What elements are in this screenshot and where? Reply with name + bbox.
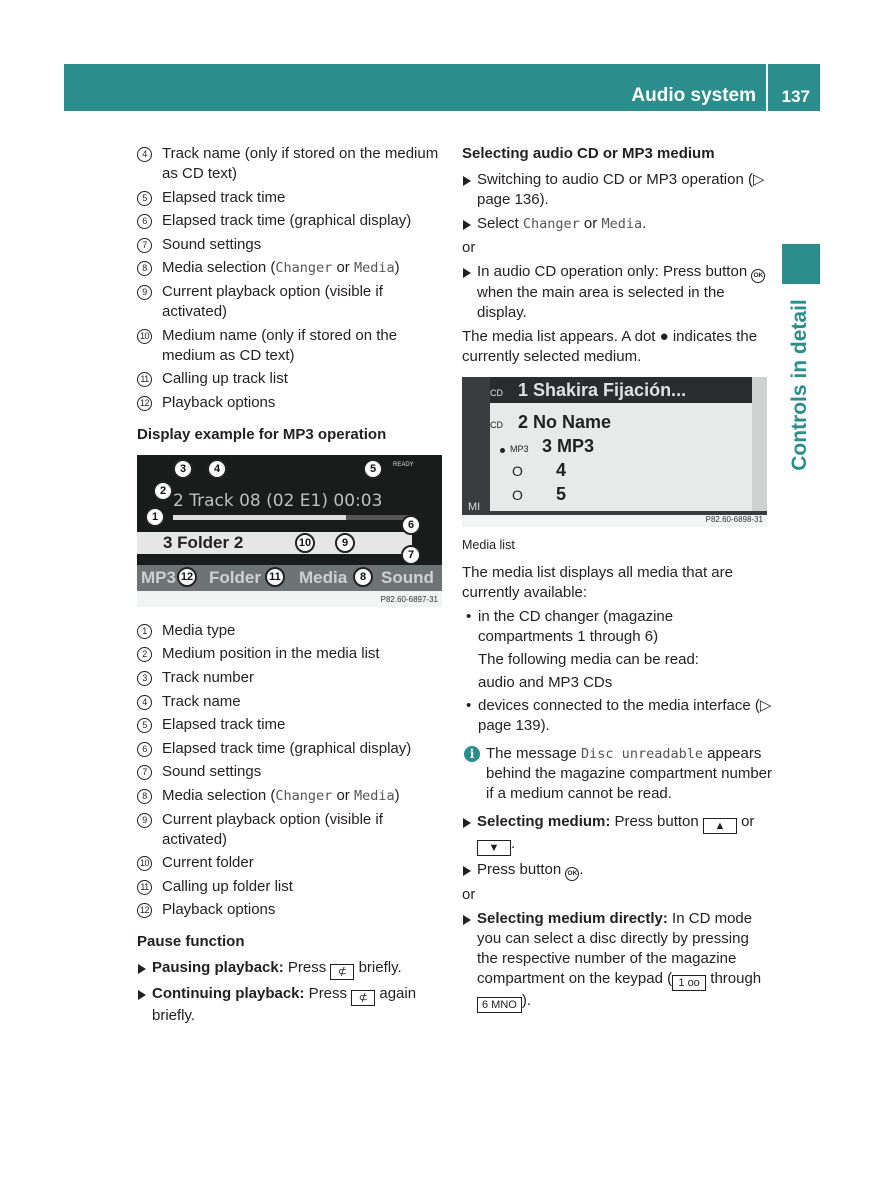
callout-7: 7	[401, 545, 421, 565]
legend-item: 12 Playback options	[137, 900, 447, 920]
up-key-icon: ▲	[703, 818, 737, 834]
step-press-ok: Press button OK .	[462, 860, 772, 881]
track-progress-bar	[173, 515, 413, 520]
legend-item: 11 Calling up folder list	[137, 877, 447, 897]
legend-item: 5 Elapsed track time	[137, 188, 447, 208]
side-tab-label: Controls in detail	[788, 299, 811, 471]
number-circle-icon: 5	[137, 191, 152, 206]
media-tag-2: CD	[490, 420, 503, 430]
select-medium-heading: Selecting audio CD or MP3 medium	[462, 145, 715, 162]
track-progress-fill	[173, 515, 346, 520]
folder-line: 3 Folder 2	[163, 532, 244, 552]
media-list-scrollbar	[752, 377, 767, 511]
display-example-heading: Display example for MP3 operation	[137, 425, 387, 443]
bullet-media-interface: • devices connected to the media interface (▷ page 139).	[462, 696, 772, 736]
side-tab-marker	[782, 244, 820, 284]
step-arrow-icon	[463, 220, 471, 230]
callout-2: 2	[153, 481, 173, 501]
continue-step: Continuing playback: Press ⊄ again briefly.	[137, 984, 447, 1026]
number-circle-icon: 5	[137, 718, 152, 733]
legend-item: 8 Media selection (Changer or Media)	[137, 258, 447, 278]
step-arrow-icon	[463, 866, 471, 876]
step-arrow-icon	[138, 990, 146, 1000]
number-circle-icon: 4	[137, 147, 152, 162]
media-side-label: MI	[468, 501, 481, 513]
number-circle-icon: 11	[137, 880, 152, 895]
step-select-directly: Selecting medium directly: In CD mode you can select a disc directly by pressing the respective number of the magazine compartment on the keypad ( 1 oo through 6 MNO ).	[462, 909, 772, 1013]
right-column	[462, 144, 772, 1017]
step-arrow-icon	[463, 915, 471, 925]
number-circle-icon: 1	[137, 624, 152, 639]
left-column	[137, 144, 447, 1030]
step-arrow-icon	[463, 818, 471, 828]
info-note: i The message Disc unreadable appears behind the magazine compartment number if a medium cannot be read.	[462, 744, 772, 804]
bullet-cd-changer: • in the CD changer (magazine compartments 1 through 6)	[462, 607, 772, 647]
legend-item: 9 Current playback option (visible if activated)	[137, 282, 447, 322]
or-text: or	[462, 239, 476, 256]
selected-dot-icon	[500, 448, 505, 453]
pause-heading: Pause function	[137, 933, 245, 951]
media-item-5: 5	[556, 484, 567, 504]
media-item-4: 4	[556, 460, 567, 480]
legend-item: 6 Elapsed track time (graphical display)	[137, 739, 447, 759]
page-number: 137	[781, 87, 810, 106]
step-switch: Switching to audio CD or MP3 operation (▷ page 136).	[462, 170, 772, 210]
number-circle-icon: 4	[137, 695, 152, 710]
mp3-display-example	[137, 455, 442, 607]
menu-mp3: MP3	[141, 567, 176, 587]
ok-button-icon: OK	[751, 269, 765, 283]
legend-item: 7 Sound settings	[137, 762, 447, 782]
legend-item: 12 Playback options	[137, 393, 447, 413]
keypad-1-icon: 1 oo	[672, 975, 706, 991]
callout-4: 4	[207, 459, 227, 479]
header-divider	[766, 64, 768, 111]
ok-button-icon: OK	[565, 867, 579, 881]
pause-step: Pausing playback: Press ⊄ briefly.	[137, 958, 447, 980]
media-tag-1: CD	[490, 388, 503, 398]
number-circle-icon: 6	[137, 742, 152, 757]
number-circle-icon: 7	[137, 765, 152, 780]
section-title: Audio system	[631, 85, 756, 106]
menu-sound: Sound	[381, 567, 434, 587]
mute-key-icon: ⊄	[330, 964, 354, 980]
menu-folder: Folder	[209, 567, 261, 587]
figure-code: P82.60-6898-31	[705, 515, 763, 524]
step-select: Select Changer or Media.	[462, 214, 772, 234]
step-audio-cd: In audio CD operation only: Press button OK when the main area is selected in the display.	[462, 262, 772, 323]
readable-media-types: audio and MP3 CDs	[478, 674, 613, 691]
number-circle-icon: 6	[137, 214, 152, 229]
legend-item: 3 Track number	[137, 668, 447, 688]
media-tag-3: MP3	[510, 444, 529, 454]
media-tag-4: O	[512, 463, 523, 479]
legend-list	[137, 621, 447, 921]
callout-12: 12	[177, 567, 197, 587]
legend-item: 1 Media type	[137, 621, 447, 641]
number-circle-icon: 8	[137, 789, 152, 804]
number-circle-icon: 8	[137, 261, 152, 276]
number-circle-icon: 12	[137, 396, 152, 411]
callout-5: 5	[363, 459, 383, 479]
callout-10: 10	[295, 533, 315, 553]
legend-item: 4 Track name (only if stored on the medium as CD text)	[137, 144, 447, 184]
callout-3: 3	[173, 459, 193, 479]
down-key-icon: ▼	[477, 840, 511, 856]
figure-code: P82.60-6897-31	[380, 594, 438, 604]
legend-item: 11 Calling up track list	[137, 369, 447, 389]
legend-item: 9 Current playback option (visible if activated)	[137, 810, 447, 850]
keypad-6-icon: 6 MNO	[477, 997, 522, 1013]
step-arrow-icon	[463, 268, 471, 278]
ready-indicator: READY	[393, 461, 414, 468]
legend-item: 10 Medium name (only if stored on the medium as CD text)	[137, 326, 447, 366]
media-list-figure	[462, 377, 767, 527]
media-item-1: 1 Shakira Fijación...	[518, 380, 687, 400]
or-text: or	[462, 886, 476, 903]
legend-item: 8 Media selection (Changer or Media)	[137, 786, 447, 806]
media-tag-5: O	[512, 487, 523, 503]
figure-caption: Media list	[462, 538, 515, 552]
step-selecting-medium: Selecting medium: Press button ▲ or ▼ .	[462, 812, 772, 856]
mute-key-icon: ⊄	[351, 990, 375, 1006]
readable-media-label: The following media can be read:	[478, 651, 699, 668]
legend-item: 6 Elapsed track time (graphical display)	[137, 211, 447, 231]
number-circle-icon: 9	[137, 285, 152, 300]
callout-9: 9	[335, 533, 355, 553]
legend-item: 7 Sound settings	[137, 235, 447, 255]
number-circle-icon: 11	[137, 372, 152, 387]
legend-item: 2 Medium position in the media list	[137, 644, 447, 664]
media-list-intro: The media list appears. A dot ● indicates the currently selected medium.	[462, 328, 758, 365]
page-header	[64, 64, 820, 111]
media-item-2: 2 No Name	[518, 412, 612, 432]
callout-6: 6	[401, 515, 421, 535]
folder-row	[137, 532, 412, 554]
media-item-3: 3 MP3	[542, 436, 595, 456]
step-arrow-icon	[463, 176, 471, 186]
track-line: 2 Track 08 (02 E1) 00:03	[173, 490, 383, 511]
menu-media: Media	[299, 567, 348, 587]
number-circle-icon: 3	[137, 671, 152, 686]
number-circle-icon: 10	[137, 329, 152, 344]
number-circle-icon: 9	[137, 813, 152, 828]
callout-11: 11	[265, 567, 285, 587]
media-list-description: The media list displays all media that are currently available:	[462, 564, 733, 601]
step-arrow-icon	[138, 964, 146, 974]
callout-1: 1	[145, 507, 165, 527]
legend-list-continued	[137, 144, 447, 413]
number-circle-icon: 12	[137, 903, 152, 918]
legend-item: 4 Track name	[137, 692, 447, 712]
info-icon: i	[464, 746, 480, 762]
legend-item: 10 Current folder	[137, 853, 447, 873]
number-circle-icon: 7	[137, 238, 152, 253]
number-circle-icon: 10	[137, 856, 152, 871]
number-circle-icon: 2	[137, 647, 152, 662]
callout-8: 8	[353, 567, 373, 587]
legend-item: 5 Elapsed track time	[137, 715, 447, 735]
